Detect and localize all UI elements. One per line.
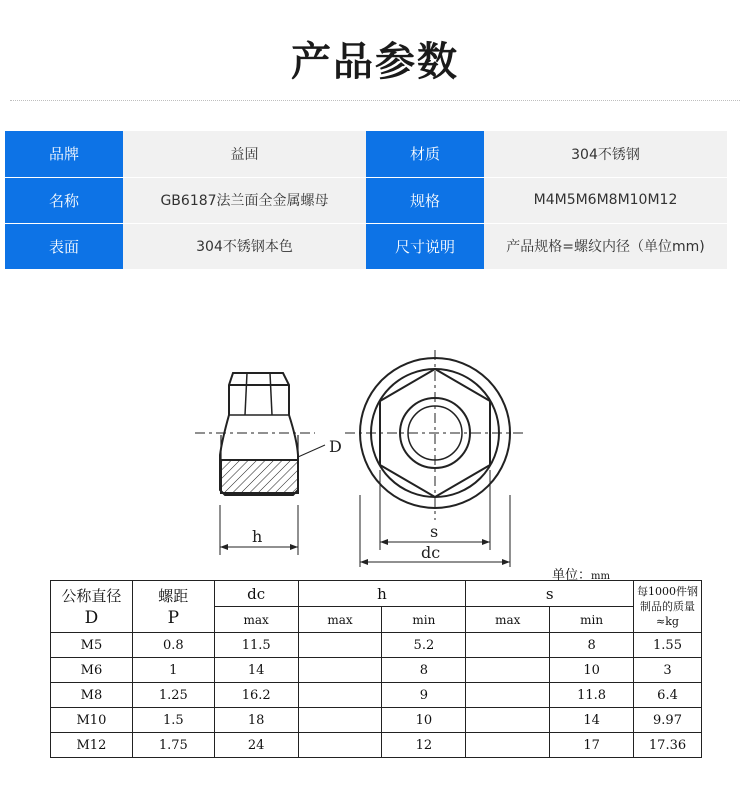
- table-row: [51, 633, 702, 658]
- cell-mass: 9.97: [634, 708, 702, 733]
- header-dc: dc: [214, 581, 298, 607]
- cell-s-max: [466, 658, 550, 683]
- cell-mass: 1.55: [634, 633, 702, 658]
- product-params-table: [5, 131, 727, 270]
- cell-dc: 24: [214, 733, 298, 758]
- cell-s-max: [466, 633, 550, 658]
- header-s: s: [466, 581, 634, 607]
- cell-s-min: 17: [550, 733, 634, 758]
- header-nominal-label: 公称直径: [61, 586, 122, 605]
- params-row: [5, 131, 727, 177]
- cell-mass: 6.4: [634, 683, 702, 708]
- cell-s-min: 8: [550, 633, 634, 658]
- cell-h-max: [298, 683, 382, 708]
- cell-h-min: 12: [382, 733, 466, 758]
- header-h-min: min: [382, 607, 466, 633]
- page-title: 产品参数: [291, 39, 459, 85]
- header-s-max: max: [466, 607, 550, 633]
- cell-mass: 3: [634, 658, 702, 683]
- param-label: 尺寸说明: [366, 223, 484, 269]
- param-label: 规格: [366, 177, 484, 223]
- cell-d: M10: [51, 708, 133, 733]
- header-h-max: max: [298, 607, 382, 633]
- param-label: 材质: [366, 131, 484, 177]
- cell-s-max: [466, 683, 550, 708]
- cell-dc: 14: [214, 658, 298, 683]
- header-mass: [634, 581, 702, 633]
- param-value: 304不锈钢: [484, 131, 727, 177]
- cell-s-max: [466, 733, 550, 758]
- cell-d: M12: [51, 733, 133, 758]
- unit-label: 单位：: [552, 568, 592, 583]
- header-mass-line2: 制品的质量: [640, 600, 696, 613]
- cell-p: 0.8: [132, 633, 214, 658]
- cell-h-max: [298, 658, 382, 683]
- params-row: [5, 177, 727, 223]
- cell-h-min: 9: [382, 683, 466, 708]
- cell-s-min: 10: [550, 658, 634, 683]
- header-s-min: min: [550, 607, 634, 633]
- param-value: GB6187法兰面全金属螺母: [123, 177, 366, 223]
- cell-h-min: 8: [382, 658, 466, 683]
- cell-p: 1.25: [132, 683, 214, 708]
- param-label: 品牌: [5, 131, 123, 177]
- label-d: D: [329, 437, 342, 456]
- label-h: h: [252, 527, 263, 546]
- cell-h-min: 5.2: [382, 633, 466, 658]
- header-pitch-symbol: P: [167, 607, 180, 628]
- cell-dc: 18: [214, 708, 298, 733]
- label-dc: dc: [421, 543, 441, 562]
- cell-d: M5: [51, 633, 133, 658]
- param-value: 益固: [123, 131, 366, 177]
- cell-p: 1.5: [132, 708, 214, 733]
- header-mass-line3: ≈kg: [656, 615, 679, 628]
- cell-d: M6: [51, 658, 133, 683]
- unit-value: mm: [591, 571, 610, 582]
- spec-table: [50, 580, 702, 758]
- header-mass-line1: 每1000件钢: [637, 585, 699, 598]
- cell-h-max: [298, 733, 382, 758]
- table-row: [51, 733, 702, 758]
- table-row: [51, 658, 702, 683]
- header-h: h: [298, 581, 466, 607]
- header-dc-max: max: [214, 607, 298, 633]
- header-nominal-symbol: D: [84, 607, 99, 628]
- cell-p: 1: [132, 658, 214, 683]
- cell-p: 1.75: [132, 733, 214, 758]
- cell-dc: 11.5: [214, 633, 298, 658]
- param-label: 表面: [5, 223, 123, 269]
- param-value: 产品规格=螺纹内径（单位mm): [484, 223, 727, 269]
- cell-s-max: [466, 708, 550, 733]
- cell-s-min: 14: [550, 708, 634, 733]
- cell-mass: 17.36: [634, 733, 702, 758]
- cell-h-min: 10: [382, 708, 466, 733]
- header-nominal: [51, 581, 133, 633]
- param-value: M4M5M6M8M10M12: [484, 177, 727, 223]
- params-row: [5, 223, 727, 269]
- table-row: [51, 708, 702, 733]
- param-value: 304不锈钢本色: [123, 223, 366, 269]
- dotted-divider: [10, 100, 740, 101]
- cell-dc: 16.2: [214, 683, 298, 708]
- cell-s-min: 11.8: [550, 683, 634, 708]
- cell-d: M8: [51, 683, 133, 708]
- cell-h-max: [298, 633, 382, 658]
- flange-nut-drawing: [185, 345, 525, 575]
- label-s: s: [430, 522, 439, 541]
- header-pitch-label: 螺距: [158, 586, 189, 605]
- table-row: [51, 683, 702, 708]
- cell-h-max: [298, 708, 382, 733]
- header-pitch: [132, 581, 214, 633]
- param-label: 名称: [5, 177, 123, 223]
